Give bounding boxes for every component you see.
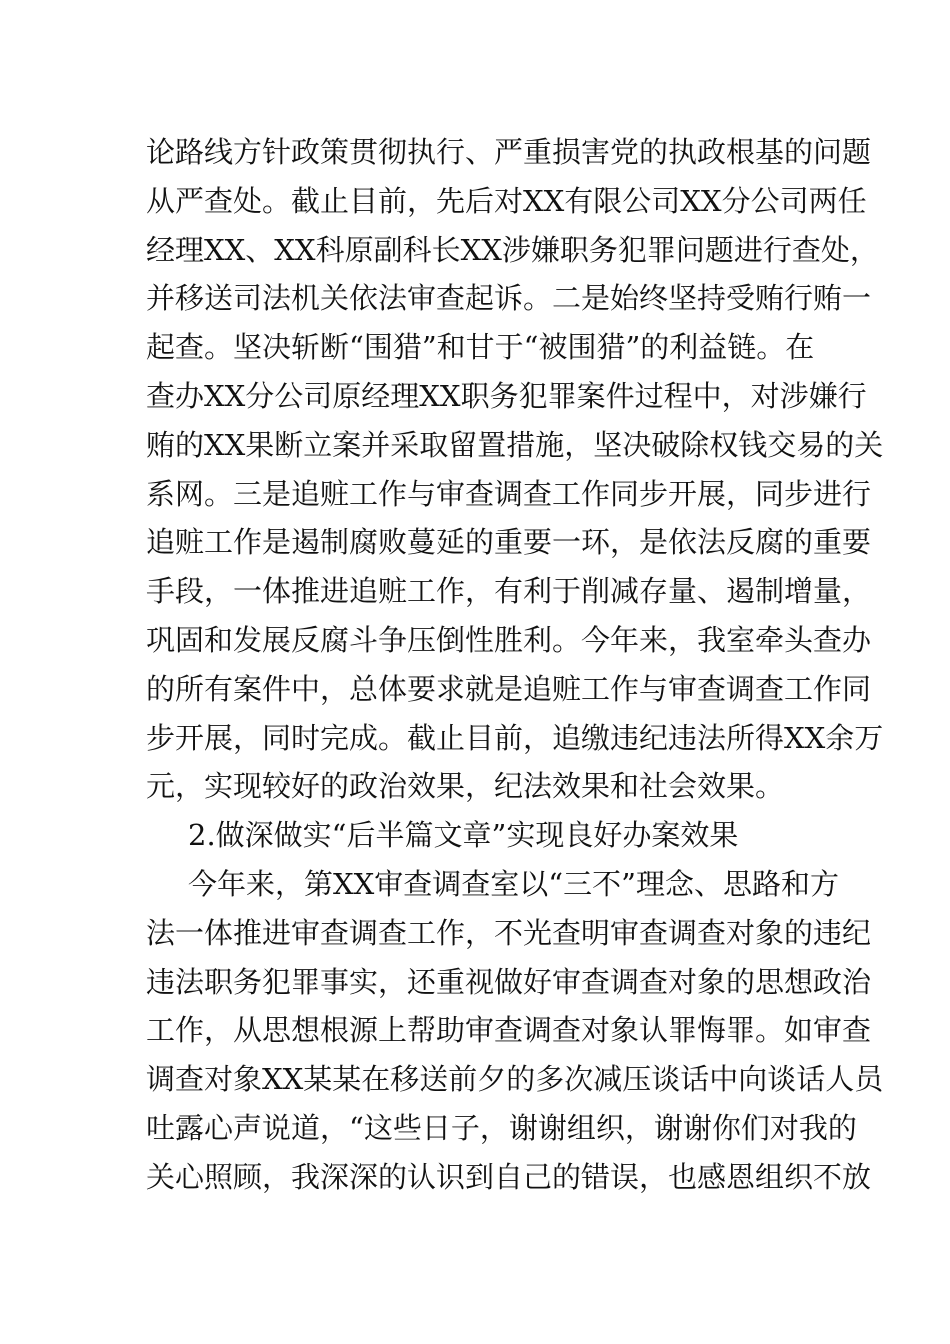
section-heading: 2.做深做实“后半篇文章”实现良好办案效果 (188, 818, 739, 853)
paragraph-line: 追赃工作是遏制腐败蔓延的重要一环，是依法反腐的重要 (146, 525, 872, 560)
paragraph-line: 贿的XX果断立案并采取留置措施，坚决破除权钱交易的关 (146, 427, 884, 462)
paragraph-line: 从严查处。截止目前，先后对XX有限公司XX分公司两任 (146, 183, 867, 218)
paragraph-line: 元，实现较好的政治效果，纪法效果和社会效果。 (146, 769, 785, 804)
paragraph-line: 吐露心声说道，“这些日子，谢谢组织，谢谢你们对我的 (146, 1110, 857, 1145)
paragraph-line: 手段，一体推进追赃工作，有利于削减存量、遏制增量， (146, 574, 872, 609)
paragraph-line: 关心照顾，我深深的认识到自己的错误，也感恩组织不放 (146, 1159, 872, 1194)
paragraph-line: 并移送司法机关依法审查起诉。二是始终坚持受贿行贿一 (146, 281, 872, 316)
paragraph-line: 系网。三是追赃工作与审查调查工作同步开展，同步进行 (146, 476, 872, 511)
paragraph-line: 违法职务犯罪事实，还重视做好审查调查对象的思想政治 (146, 964, 872, 999)
paragraph-line: 查办XX分公司原经理XX职务犯罪案件过程中，对涉嫌行 (146, 378, 867, 413)
paragraph-line: 论路线方针政策贯彻执行、严重损害党的执政根基的问题 (146, 135, 872, 169)
paragraph-line: 起查。坚决斩断“围猎”和甘于“被围猎”的利益链。在 (146, 330, 815, 365)
paragraph-line: 巩固和发展反腐斗争压倒性胜利。今年来，我室牵头查办 (146, 622, 872, 657)
paragraph-line: 今年来，第XX审查调查室以“三不”理念、思路和方 (188, 866, 839, 901)
paragraph-line: 调查对象XX某某在移送前夕的多次减压谈话中向谈话人员 (146, 1062, 884, 1097)
paragraph-line: 的所有案件中，总体要求就是追赃工作与审查调查工作同 (146, 671, 872, 706)
document-body (146, 128, 884, 1202)
paragraph-line: 工作，从思想根源上帮助审查调查对象认罪悔罪。如审查 (146, 1013, 872, 1048)
paragraph-line: 法一体推进审查调查工作，不光查明审查调查对象的违纪 (146, 915, 872, 950)
paragraph-line: 步开展，同时完成。截止目前，追缴违纪违法所得XX余万 (146, 720, 884, 755)
paragraph-line: 经理XX、XX科原副科长XX涉嫌职务犯罪问题进行查处， (146, 232, 879, 267)
